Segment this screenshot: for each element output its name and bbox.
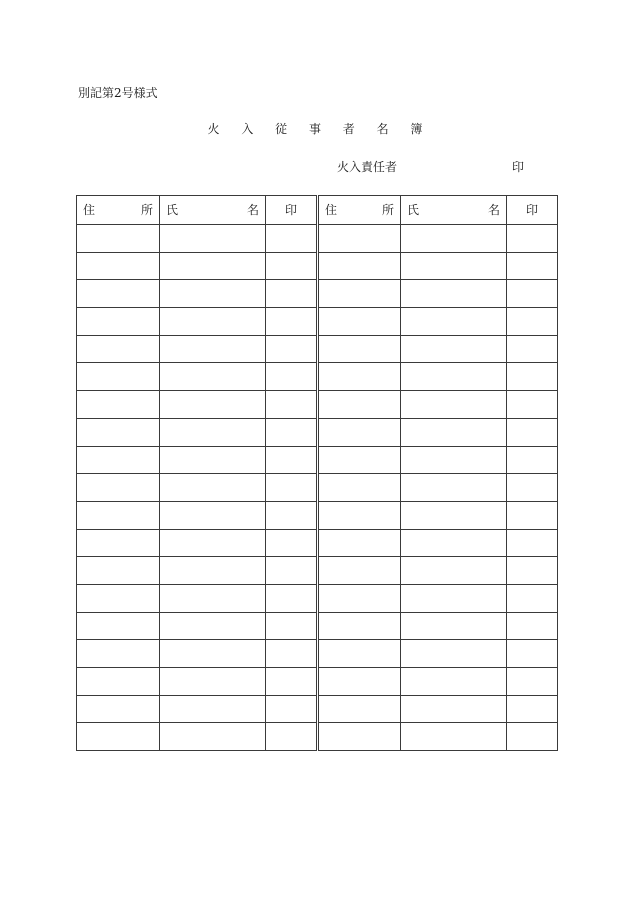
seal-cell[interactable]: [266, 501, 318, 529]
address-cell[interactable]: [318, 501, 401, 529]
address-cell[interactable]: [318, 225, 401, 253]
name-cell[interactable]: [160, 695, 266, 723]
address-header-char-2: 所: [140, 203, 153, 217]
seal-cell[interactable]: [507, 308, 558, 336]
name-cell[interactable]: [401, 418, 507, 446]
table-row: [77, 474, 558, 502]
seal-cell[interactable]: [507, 723, 558, 751]
seal-cell[interactable]: [266, 612, 318, 640]
seal-cell[interactable]: [507, 280, 558, 308]
seal-cell[interactable]: [266, 529, 318, 557]
name-cell[interactable]: [160, 363, 266, 391]
name-cell[interactable]: [160, 612, 266, 640]
seal-cell[interactable]: [266, 335, 318, 363]
address-cell[interactable]: [77, 723, 160, 751]
header-row: [77, 196, 558, 225]
address-cell[interactable]: [318, 557, 401, 585]
address-cell[interactable]: [318, 446, 401, 474]
address-cell[interactable]: [318, 308, 401, 336]
address-header-char-1: 住: [325, 203, 338, 217]
table-row: [77, 695, 558, 723]
address-cell[interactable]: [77, 335, 160, 363]
name-cell[interactable]: [160, 529, 266, 557]
name-cell[interactable]: [401, 557, 507, 585]
table-row: [77, 668, 558, 696]
seal-cell[interactable]: [266, 584, 318, 612]
table-row: [77, 723, 558, 751]
seal-cell[interactable]: [507, 668, 558, 696]
seal-cell[interactable]: [266, 474, 318, 502]
name-header-char-2: 名: [487, 203, 500, 217]
table-row: [77, 612, 558, 640]
address-cell[interactable]: [318, 668, 401, 696]
address-cell[interactable]: [318, 335, 401, 363]
form-number: 別記第2号様式: [78, 86, 158, 100]
address-cell[interactable]: [318, 695, 401, 723]
address-cell[interactable]: [77, 612, 160, 640]
name-cell[interactable]: [160, 723, 266, 751]
page-title: 火 入 従 事 者 名 簿: [207, 122, 432, 136]
address-cell[interactable]: [77, 363, 160, 391]
table-row: [77, 584, 558, 612]
address-cell[interactable]: [77, 557, 160, 585]
seal-cell[interactable]: [507, 335, 558, 363]
address-cell[interactable]: [77, 695, 160, 723]
name-header: [160, 196, 266, 225]
name-cell[interactable]: [160, 584, 266, 612]
address-cell[interactable]: [77, 225, 160, 253]
address-cell[interactable]: [77, 640, 160, 668]
table-row: [77, 557, 558, 585]
name-cell[interactable]: [160, 252, 266, 280]
address-cell[interactable]: [77, 474, 160, 502]
name-cell[interactable]: [160, 501, 266, 529]
seal-cell[interactable]: [507, 584, 558, 612]
address-cell[interactable]: [318, 280, 401, 308]
name-cell[interactable]: [401, 668, 507, 696]
name-cell[interactable]: [401, 640, 507, 668]
name-cell[interactable]: [401, 335, 507, 363]
seal-cell[interactable]: [266, 225, 318, 253]
table-row: [77, 225, 558, 253]
name-cell[interactable]: [401, 723, 507, 751]
seal-cell[interactable]: [507, 225, 558, 253]
seal-cell[interactable]: [507, 612, 558, 640]
name-header-char-1: 氏: [166, 203, 179, 217]
name-cell[interactable]: [401, 280, 507, 308]
name-cell[interactable]: [160, 446, 266, 474]
table-row: [77, 391, 558, 419]
address-cell[interactable]: [77, 418, 160, 446]
name-cell[interactable]: [160, 557, 266, 585]
seal-cell[interactable]: [266, 308, 318, 336]
address-cell[interactable]: [318, 391, 401, 419]
address-cell[interactable]: [77, 668, 160, 696]
table-row: [77, 418, 558, 446]
address-cell[interactable]: [77, 280, 160, 308]
seal-header-label: 印: [525, 203, 538, 217]
name-cell[interactable]: [160, 308, 266, 336]
name-cell[interactable]: [160, 668, 266, 696]
name-cell[interactable]: [401, 529, 507, 557]
address-cell[interactable]: [318, 529, 401, 557]
name-cell[interactable]: [401, 363, 507, 391]
seal-header: [266, 196, 318, 225]
seal-cell[interactable]: [266, 363, 318, 391]
address-cell[interactable]: [318, 612, 401, 640]
name-cell[interactable]: [401, 252, 507, 280]
name-cell[interactable]: [160, 335, 266, 363]
seal-cell[interactable]: [266, 640, 318, 668]
name-cell[interactable]: [160, 391, 266, 419]
address-cell[interactable]: [77, 584, 160, 612]
seal-cell[interactable]: [266, 695, 318, 723]
seal-header-label: 印: [284, 203, 297, 217]
address-cell[interactable]: [318, 474, 401, 502]
name-cell[interactable]: [160, 418, 266, 446]
table-row: [77, 446, 558, 474]
name-cell[interactable]: [401, 695, 507, 723]
table-row: [77, 640, 558, 668]
name-header-char-2: 名: [246, 203, 259, 217]
table-row: [77, 335, 558, 363]
address-cell[interactable]: [318, 363, 401, 391]
name-cell[interactable]: [401, 474, 507, 502]
name-cell[interactable]: [401, 584, 507, 612]
seal-cell[interactable]: [266, 391, 318, 419]
name-cell[interactable]: [401, 308, 507, 336]
address-cell[interactable]: [77, 308, 160, 336]
seal-cell[interactable]: [507, 363, 558, 391]
name-cell[interactable]: [401, 612, 507, 640]
name-cell[interactable]: [160, 280, 266, 308]
responsible-person-seal-mark: 印: [512, 160, 525, 174]
name-header-char-1: 氏: [407, 203, 420, 217]
name-cell[interactable]: [401, 391, 507, 419]
table-row: [77, 529, 558, 557]
seal-cell[interactable]: [266, 723, 318, 751]
address-cell[interactable]: [318, 252, 401, 280]
name-cell[interactable]: [160, 225, 266, 253]
seal-cell[interactable]: [266, 252, 318, 280]
seal-cell[interactable]: [266, 557, 318, 585]
address-header: [77, 196, 160, 225]
name-header: [401, 196, 507, 225]
table-row: [77, 252, 558, 280]
seal-cell[interactable]: [266, 280, 318, 308]
seal-cell[interactable]: [507, 474, 558, 502]
address-cell[interactable]: [77, 446, 160, 474]
table-row: [77, 363, 558, 391]
seal-cell[interactable]: [507, 501, 558, 529]
seal-cell[interactable]: [507, 557, 558, 585]
table-row: [77, 308, 558, 336]
seal-cell[interactable]: [507, 252, 558, 280]
address-header-char-2: 所: [381, 203, 394, 217]
address-cell[interactable]: [318, 723, 401, 751]
seal-cell[interactable]: [507, 640, 558, 668]
name-cell[interactable]: [160, 474, 266, 502]
address-cell[interactable]: [318, 584, 401, 612]
seal-cell[interactable]: [507, 391, 558, 419]
address-cell[interactable]: [77, 529, 160, 557]
address-cell[interactable]: [77, 252, 160, 280]
name-cell[interactable]: [401, 446, 507, 474]
seal-cell[interactable]: [507, 446, 558, 474]
seal-cell[interactable]: [507, 418, 558, 446]
address-header: [318, 196, 401, 225]
address-cell[interactable]: [318, 418, 401, 446]
seal-header: [507, 196, 558, 225]
seal-cell[interactable]: [507, 529, 558, 557]
address-cell[interactable]: [77, 391, 160, 419]
address-header-char-1: 住: [83, 203, 96, 217]
responsible-person-label: 火入責任者: [337, 160, 398, 174]
seal-cell[interactable]: [266, 418, 318, 446]
table-row: [77, 501, 558, 529]
name-cell[interactable]: [401, 225, 507, 253]
address-cell[interactable]: [77, 501, 160, 529]
name-cell[interactable]: [401, 501, 507, 529]
seal-cell[interactable]: [266, 668, 318, 696]
name-cell[interactable]: [160, 640, 266, 668]
table-row: [77, 280, 558, 308]
seal-cell[interactable]: [266, 446, 318, 474]
seal-cell[interactable]: [507, 695, 558, 723]
address-cell[interactable]: [318, 640, 401, 668]
worker-register-table: [76, 195, 558, 751]
